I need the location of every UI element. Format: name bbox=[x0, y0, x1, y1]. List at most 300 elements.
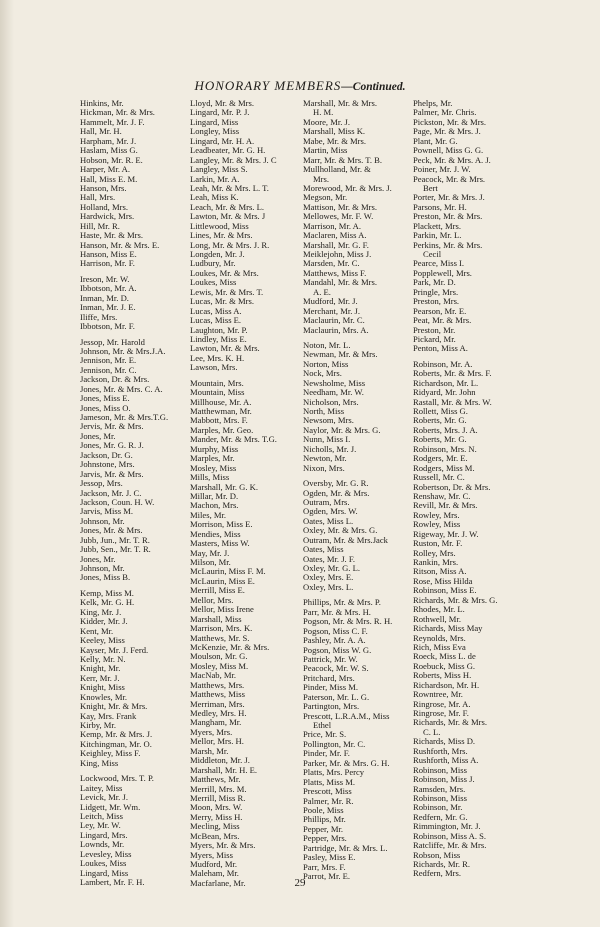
member-entry: Roberts, Mr. G. bbox=[413, 415, 467, 426]
member-entry: May, Mr. J. bbox=[190, 547, 230, 558]
member-entry: Porter, Mr. & Mrs. J. bbox=[413, 192, 485, 203]
member-entry: Littlewood, Miss bbox=[190, 220, 249, 231]
member-entry: Knowles, Mr. bbox=[80, 691, 128, 702]
member-entry: Rose, Miss Hilda bbox=[413, 575, 473, 586]
member-entry: Mander, Mr. & Mrs. T.G. bbox=[190, 434, 277, 445]
member-entry: Roberts, Mr. G. bbox=[413, 434, 467, 445]
member-entry: Pogson, Miss W. G. bbox=[303, 644, 372, 655]
member-entry: Robinson, Miss bbox=[413, 792, 467, 803]
member-entry: Laughton, Mr. P. bbox=[190, 324, 248, 335]
member-entry: C. L. bbox=[423, 726, 441, 737]
member-entry: Murphy, Miss bbox=[190, 443, 239, 454]
member-entry: Rigeway, Mr. J. W. bbox=[413, 528, 479, 539]
member-entry: Lingard, Miss bbox=[190, 116, 239, 127]
member-entry: Lidgett, Mr. Wm. bbox=[80, 801, 141, 812]
member-entry: Jubb, Sen., Mr. T. R. bbox=[80, 544, 151, 555]
member-entry: Kidder, Mr. J. bbox=[80, 616, 128, 627]
member-entry: Haste, Mr. & Mrs. bbox=[80, 230, 144, 241]
member-entry: Ridyard, Mr. John bbox=[413, 387, 476, 398]
page-number: 29 bbox=[294, 877, 306, 889]
member-entry: Rich, Miss Eva bbox=[413, 641, 466, 652]
member-entry: Ritson, Miss A. bbox=[413, 566, 467, 577]
member-entry: Lee, Mrs. K. H. bbox=[190, 352, 245, 363]
member-entry: Kelly, Mr. N. bbox=[80, 653, 126, 664]
member-entry: Jones, Mr. bbox=[80, 553, 116, 564]
member-entry: Lingard, Mr. P. J. bbox=[190, 107, 250, 118]
member-entry: Rowley, Mrs. bbox=[413, 509, 460, 520]
member-entry: Pickard, Mr. bbox=[413, 333, 456, 344]
name-column-4 bbox=[413, 99, 553, 879]
member-entry: Levesley, Miss bbox=[80, 848, 132, 859]
member-entry: Moulson, Mr. G. bbox=[190, 651, 248, 662]
member-entry: Poiner, Mr. J. W. bbox=[413, 164, 471, 175]
member-entry: Pearson, Mr. E. bbox=[413, 305, 467, 316]
member-entry: Jessop, Mr. Harold bbox=[80, 336, 145, 347]
member-entry: Ringrose, Mr. A. bbox=[413, 698, 471, 709]
member-entry: Mudford, Mr. bbox=[190, 859, 238, 869]
member-entry: Palmer, Mr. R. bbox=[303, 795, 354, 806]
member-entry: Millhouse, Mr. A. bbox=[190, 396, 252, 407]
member-entry: Marples, Mr. Geo. bbox=[190, 424, 254, 435]
member-entry: Oxley, Mrs. L. bbox=[303, 581, 354, 592]
member-entry: King, Miss bbox=[80, 757, 119, 768]
member-entry: Paterson, Mr. L. G. bbox=[303, 691, 370, 702]
member-entry: Kirby, Mr. bbox=[80, 720, 116, 730]
member-entry: Marsh, Mr. bbox=[190, 745, 229, 756]
member-entry: Myers, Mrs. bbox=[190, 726, 233, 737]
member-entry: Mountain, Miss bbox=[190, 387, 245, 398]
member-entry: Oxley, Mr. G. L. bbox=[303, 563, 360, 573]
member-entry: Reynolds, Mrs. bbox=[413, 632, 466, 643]
member-entry: Partington, Mrs. bbox=[303, 701, 360, 712]
member-entry: Rodgers, Mr. E. bbox=[413, 453, 468, 464]
member-entry: Marsden, Mr. C. bbox=[303, 258, 360, 269]
member-entry: Langley, Mr. & Mrs. J. C bbox=[190, 154, 277, 165]
member-entry: Jessop, Mrs. bbox=[80, 478, 123, 489]
member-entry: Masters, Miss W. bbox=[190, 538, 250, 549]
member-entry: Loukes, Miss bbox=[190, 277, 237, 288]
member-entry: Redfern, Mr. G. bbox=[413, 811, 468, 822]
member-entry: Mendies, Miss bbox=[190, 528, 241, 539]
member-entry: Lingard, Mrs. bbox=[80, 829, 128, 840]
member-entry: Jameson, Mr. & Mrs.T.G. bbox=[80, 412, 169, 422]
member-entry: Pepper, Mr. bbox=[303, 823, 343, 834]
member-entry: Merrill, Mrs. M. bbox=[190, 783, 247, 794]
member-entry: Lambert, Mr. F. H. bbox=[80, 877, 145, 887]
member-entry: Oversby, Mr. G. R. bbox=[303, 478, 369, 489]
member-entry: Merchant, Mr. J. bbox=[303, 305, 361, 316]
member-entry: Morrison, Miss E. bbox=[190, 519, 253, 530]
member-entry: Mangham, Mr. bbox=[190, 717, 242, 728]
member-entry: Bert bbox=[423, 182, 438, 193]
member-entry: Mrs. bbox=[313, 173, 329, 184]
member-entry: Jarvis, Mr. & Mrs. bbox=[80, 468, 144, 479]
member-entry: Rushforth, Miss A. bbox=[413, 755, 479, 766]
member-entry: Merry, Miss H. bbox=[190, 811, 243, 822]
member-entry: Richards, Miss D. bbox=[413, 736, 476, 747]
member-entry: Nicholls, Mr. J. bbox=[303, 443, 357, 454]
member-entry: Plant, Mr. G. bbox=[413, 135, 458, 146]
member-entry: Parsons, Mr. H. bbox=[413, 201, 467, 212]
member-entry: Ley, Mr. W. bbox=[80, 820, 121, 831]
member-entry: Knight, Miss bbox=[80, 682, 125, 693]
member-entry: Lucas, Miss E. bbox=[190, 315, 242, 326]
member-entry: H. M. bbox=[313, 107, 334, 118]
member-entry: Pownell, Miss G. G. bbox=[413, 145, 484, 156]
member-entry: Kayser, Mr. J. Ferd. bbox=[80, 644, 149, 655]
member-entry: Roberts, Mrs. J. A. bbox=[413, 424, 478, 435]
member-entry: MacNab, Mr. bbox=[190, 670, 237, 681]
member-entry: Harpham, Mr. J. bbox=[80, 135, 137, 146]
member-entry: Robinson, Miss E. bbox=[413, 585, 477, 596]
member-entry: Myers, Mr. & Mrs. bbox=[190, 840, 256, 851]
member-entry: Leah, Mr. & Mrs. L. T. bbox=[190, 182, 269, 193]
member-entry: Oxley, Mrs. E. bbox=[303, 572, 354, 583]
member-entry: Jarvis, Miss M. bbox=[80, 506, 134, 517]
member-entry: Hanson, Miss E. bbox=[80, 249, 137, 259]
member-entry: Marshall, Mr. & Mrs. bbox=[303, 98, 377, 108]
member-entry: Matthews, Mr. S. bbox=[190, 632, 250, 643]
member-entry: Richards, Mr. & Mrs. G. bbox=[413, 594, 498, 605]
member-entry: Pickston, Mr. & Mrs. bbox=[413, 116, 487, 127]
title-continued: —Continued. bbox=[341, 81, 406, 93]
member-entry: Hall, Mr. H. bbox=[80, 126, 122, 137]
member-entry: Merrill, Miss R. bbox=[190, 792, 246, 803]
member-entry: Hinkins, Mr. bbox=[80, 98, 124, 108]
member-entry: Keeley, Miss bbox=[80, 635, 125, 646]
member-entry: Revill, Mr. & Mrs. bbox=[413, 500, 478, 511]
member-entry: Leadbeater, Mr. G. H. bbox=[190, 145, 266, 156]
member-entry: Harrison, Mr. F. bbox=[80, 258, 135, 269]
member-entry: Marples, Mr. bbox=[190, 453, 235, 464]
member-entry: Marshall, Miss K. bbox=[303, 126, 366, 137]
member-entry: Mullholland, Mr. & bbox=[303, 164, 371, 175]
member-entry: Jones, Mr. & Mrs. C. A. bbox=[80, 383, 163, 394]
member-entry: Jubb, Jun., Mr. T. R. bbox=[80, 534, 150, 545]
member-entry: Poole, Miss bbox=[303, 804, 344, 815]
member-entry: Robinson, Miss bbox=[413, 764, 467, 775]
member-entry: Robinson, Mr. A. bbox=[413, 358, 473, 369]
title-text: HONORARY MEMBERS bbox=[194, 78, 342, 93]
member-entry: McLaurin, Miss E. bbox=[190, 575, 255, 586]
member-entry: Lines, Mr. & Mrs. bbox=[190, 230, 253, 241]
member-entry: Harper, Mr. A. bbox=[80, 164, 131, 175]
member-entry: Leah, Miss K. bbox=[190, 192, 239, 203]
member-entry: Rhodes, Mr. L. bbox=[413, 604, 465, 615]
member-entry: Matthews, Mr. bbox=[190, 774, 241, 785]
member-entry: Prescott, Miss bbox=[303, 786, 352, 797]
member-entry: Levick, Mr. J. bbox=[80, 792, 128, 803]
member-entry: Parr, Mrs. F. bbox=[303, 861, 346, 872]
member-entry: Mellor, Mrs. bbox=[190, 594, 234, 605]
member-entry: Ringrose, Mr. F. bbox=[413, 708, 469, 718]
member-entry: Jervis, Mr. & Mrs. bbox=[80, 421, 144, 432]
member-entry: Kent, Mr. bbox=[80, 625, 114, 636]
member-entry: North, Miss bbox=[303, 406, 345, 416]
member-entry: Prescott, L.R.A.M., Miss bbox=[303, 710, 390, 721]
member-entry: Kemp, Miss M. bbox=[80, 587, 134, 598]
member-entry: A. E. bbox=[313, 286, 331, 297]
member-entry: Mosley, Miss M. bbox=[190, 660, 249, 671]
member-entry: Nicholson, Mrs. bbox=[303, 396, 359, 407]
member-entry: Maleham, Mr. bbox=[190, 868, 239, 879]
member-entry: Lewis, Mr. & Mrs. T. bbox=[190, 286, 264, 297]
member-entry: Hickman, Mr. & Mrs. bbox=[80, 107, 155, 118]
member-entry: Roberts, Miss H. bbox=[413, 670, 472, 681]
member-entry: Rastall, Mr. & Mrs. W. bbox=[413, 396, 492, 407]
member-entry: Peck, Mr. & Mrs. A. J. bbox=[413, 154, 491, 165]
member-entry: Pringle, Mrs. bbox=[413, 286, 459, 297]
member-entry: Mellowes, Mr. F. W. bbox=[303, 211, 374, 222]
member-entry: Myers, Miss bbox=[190, 849, 233, 860]
member-entry: Mabe, Mr. & Mrs. bbox=[303, 135, 367, 146]
member-entry: Middleton, Mr. J. bbox=[190, 755, 250, 766]
member-entry: Leitch, Miss bbox=[80, 810, 123, 821]
member-entry: Johnson, Mr. bbox=[80, 515, 125, 526]
member-entry: McLaurin, Miss F. M. bbox=[190, 566, 266, 577]
member-entry: Pasley, Miss E. bbox=[303, 852, 356, 863]
member-entry: Pritchard, Mrs. bbox=[303, 672, 355, 683]
member-entry: Peacock, Mr. W. S. bbox=[303, 663, 369, 674]
member-entry: Popplewell, Mrs. bbox=[413, 267, 472, 278]
member-entry: Longley, Miss bbox=[190, 126, 240, 137]
member-entry: Norton, Miss bbox=[303, 358, 349, 369]
member-entry: Mountain, Mrs. bbox=[190, 377, 244, 388]
member-entry: Renshaw, Mr. C. bbox=[413, 490, 471, 501]
member-entry: Roebuck, Miss G. bbox=[413, 660, 476, 671]
member-entry: McKenzie, Mr. & Mrs. bbox=[190, 641, 270, 652]
member-entry: Marr, Mr. & Mrs. T. B. bbox=[303, 154, 383, 165]
member-entry: Pollington, Mr. C. bbox=[303, 738, 366, 749]
member-entry: Jones, Mr. G. R. J. bbox=[80, 440, 144, 451]
member-entry: Lucas, Miss A. bbox=[190, 305, 242, 316]
member-entry: Rimmington, Mr. J. bbox=[413, 821, 481, 832]
member-entry: Russell, Mr. C. bbox=[413, 472, 465, 483]
member-entry: Loukes, Mr. & Mrs. bbox=[190, 267, 259, 278]
member-entry: Peacock, Mr. & Mrs. bbox=[413, 173, 486, 184]
member-entry: Jones, Miss O. bbox=[80, 402, 131, 413]
member-entry: Ibbotson, Mr. F. bbox=[80, 321, 135, 332]
member-entry: Martin, Miss bbox=[303, 145, 348, 156]
member-entry: McBean, Mrs. bbox=[190, 830, 240, 841]
member-entry: Robson, Miss bbox=[413, 849, 461, 860]
member-entry: Hill, Mr. R. bbox=[80, 220, 120, 231]
member-entry: Mandahl, Mr. & Mrs. bbox=[303, 277, 377, 288]
member-entry: Nunn, Miss I. bbox=[303, 434, 351, 445]
member-entry: Ruston, Mr. F. bbox=[413, 538, 463, 549]
member-entry: Kelk, Mr. G. H. bbox=[80, 597, 135, 608]
member-entry: Noton, Mr. L. bbox=[303, 339, 351, 350]
member-entry: Keighley, Miss F. bbox=[80, 748, 141, 759]
member-entry: Roeck, Miss L. de bbox=[413, 651, 476, 662]
member-entry: Megson, Mr. bbox=[303, 192, 348, 203]
member-entry: Merrill, Miss E. bbox=[190, 585, 245, 596]
member-entry: Longden, Mr. J. bbox=[190, 249, 245, 259]
member-entry: Jackson, Coun. H. W. bbox=[80, 496, 155, 507]
member-entry: Robinson, Mr. bbox=[413, 802, 463, 813]
member-entry: Oxley, Mr. & Mrs. G. bbox=[303, 525, 378, 536]
member-entry: Morewood, Mr. & Mrs. J. bbox=[303, 182, 392, 193]
member-entry: Hall, Miss E. M. bbox=[80, 173, 138, 184]
member-entry: Ogden, Mr. & Mrs. bbox=[303, 487, 370, 498]
member-entry: Plackett, Mrs. bbox=[413, 220, 461, 231]
member-entry: Milson, Mr. bbox=[190, 557, 231, 567]
member-entry: Moore, Mr. J. bbox=[303, 116, 351, 127]
member-entry: Lownds, Mr. bbox=[80, 839, 125, 850]
member-entry: Lindley, Miss E. bbox=[190, 333, 247, 344]
member-entry: Kitchingman, Mr. O. bbox=[80, 738, 152, 749]
member-entry: Phillips, Mr. & Mrs. P. bbox=[303, 597, 381, 608]
member-entry: Inman, Mr. D. bbox=[80, 292, 129, 303]
member-entry: Mellor, Miss Irene bbox=[190, 604, 254, 615]
member-entry: Oates, Miss L. bbox=[303, 515, 354, 526]
member-entry: Miles, Mr. bbox=[190, 509, 227, 520]
member-entry: Mabbott, Mrs. F. bbox=[190, 415, 248, 426]
member-entry: Richards, Miss May bbox=[413, 623, 483, 634]
member-entry: Meiklejohn, Miss J. bbox=[303, 249, 372, 259]
member-entry: Preston, Mr. bbox=[413, 324, 456, 335]
page-binding-shadow bbox=[0, 0, 14, 927]
member-entry: King, Mr. J. bbox=[80, 606, 122, 617]
member-entry: Price, Mr. S. bbox=[303, 729, 347, 740]
member-entry: Marshall, Mr. G. F. bbox=[303, 239, 369, 250]
member-entry: Jones, Mr. bbox=[80, 430, 116, 441]
member-entry: Johnson, Mr. & Mrs.J.A. bbox=[80, 345, 166, 356]
member-entry: Hammelt, Mr. J. F. bbox=[80, 116, 145, 127]
member-entry: Machon, Mrs. bbox=[190, 500, 239, 511]
member-entry: Maclaren, Miss A. bbox=[303, 230, 367, 241]
member-entry: Mattison, Mr. & Mrs. bbox=[303, 201, 378, 212]
member-entry: Platts, Miss M. bbox=[303, 776, 356, 787]
member-entry: Langley, Miss S. bbox=[190, 164, 248, 175]
member-entry: Mellor, Mrs. H. bbox=[190, 736, 244, 747]
member-entry: Nock, Mrs. bbox=[303, 368, 342, 379]
member-entry: Marrison, Mr. A. bbox=[303, 220, 362, 231]
member-entry: Jones, Mr. & Mrs. bbox=[80, 525, 143, 536]
page-title bbox=[0, 78, 600, 94]
member-entry: Needham, Mr. W. bbox=[303, 387, 364, 398]
member-entry: Rodgers, Miss M. bbox=[413, 462, 475, 473]
member-entry: Rolley, Mrs. bbox=[413, 547, 456, 558]
member-entry: Parr, Mr. & Mrs. H. bbox=[303, 606, 371, 617]
member-entry: Pogson, Mr. & Mrs. R. H. bbox=[303, 616, 393, 627]
member-entry: Pinder, Miss M. bbox=[303, 682, 359, 693]
member-entry: Iliffe, Mrs. bbox=[80, 311, 118, 322]
member-entry: Newman, Mr. & Mrs. bbox=[303, 349, 378, 360]
member-entry: Merriman, Mrs. bbox=[190, 698, 245, 709]
member-entry: Page, Mr. & Mrs. J. bbox=[413, 126, 481, 137]
member-entry: Johnson, Mr. bbox=[80, 563, 125, 573]
member-entry: Marshall, Miss bbox=[190, 613, 242, 624]
member-entry: Perkins, Mr. & Mrs. bbox=[413, 239, 483, 250]
member-entry: Rankin, Mrs. bbox=[413, 557, 459, 567]
member-entry: Johnstone, Mrs. bbox=[80, 459, 135, 470]
member-entry: Mills, Miss bbox=[190, 472, 230, 483]
member-entry: Robinson, Mrs. N. bbox=[413, 443, 477, 454]
member-entry: Ogden, Mrs. W. bbox=[303, 506, 358, 517]
member-entry: Pearce, Miss I. bbox=[413, 258, 465, 269]
member-entry: Ethel bbox=[313, 720, 332, 730]
member-entry: Peat, Mr. & Mrs. bbox=[413, 315, 472, 326]
member-entry: Pogson, Miss C. F. bbox=[303, 625, 368, 636]
member-entry: Robertson, Dr. & Mrs. bbox=[413, 481, 491, 492]
member-entry: Naylor, Mr. & Mrs. G. bbox=[303, 424, 381, 435]
member-entry: Matthews, Miss bbox=[190, 689, 245, 700]
member-entry: Inman, Mr. J. E. bbox=[80, 302, 136, 313]
member-entry: Jennison, Mr. C. bbox=[80, 364, 137, 375]
member-entry: Richards, Mr. R. bbox=[413, 859, 471, 869]
member-entry: Mosley, Miss bbox=[190, 462, 237, 473]
member-entry: Larkin, Mr. A. bbox=[190, 173, 240, 184]
member-entry: Hardwick, Mrs. bbox=[80, 211, 135, 222]
member-entry: Knight, Mr. bbox=[80, 663, 121, 674]
member-entry: Lawton, Mr. & Mrs. J bbox=[190, 211, 266, 222]
member-entry: Richardson, Mr. L. bbox=[413, 377, 479, 388]
member-entry: Cecil bbox=[423, 249, 442, 259]
member-entry: Long, Mr. & Mrs. J. R. bbox=[190, 239, 270, 250]
member-entry: Lucas, Mr. & Mrs. bbox=[190, 296, 254, 307]
member-entry: Parrot, Mr. E. bbox=[303, 871, 351, 881]
member-entry: Marshall, Mr. G. K. bbox=[190, 481, 259, 492]
member-entry: Newsom, Mrs. bbox=[303, 415, 354, 426]
member-entry: Moon, Mrs. W. bbox=[190, 802, 243, 813]
member-entry: Leach, Mr. & Mrs. L. bbox=[190, 201, 264, 212]
member-entry: Rothwell, Mr. bbox=[413, 613, 461, 624]
member-entry: Kay, Mrs. Frank bbox=[80, 710, 137, 721]
member-entry: Jennison, Mr. E. bbox=[80, 355, 137, 366]
member-entry: Hanson, Mr. & Mrs. E. bbox=[80, 239, 160, 250]
member-entry: Mudford, Mr. J. bbox=[303, 296, 358, 307]
member-entry: Jones, Miss B. bbox=[80, 572, 131, 583]
member-entry: Marshall, Mr. H. E. bbox=[190, 764, 258, 775]
member-entry: Jones, Miss E. bbox=[80, 393, 130, 404]
member-entry: Macfarlane, Mr. bbox=[190, 877, 246, 888]
member-entry: Lawton, Mr. & Mrs. bbox=[190, 343, 260, 354]
member-entry: Rowley, Miss bbox=[413, 519, 461, 530]
member-entry: Kerr, Mr. J. bbox=[80, 672, 120, 683]
member-entry: Rollett, Miss G. bbox=[413, 406, 468, 416]
member-entry: Knight, Mr. & Mrs. bbox=[80, 701, 148, 712]
member-entry: Nixon, Mrs. bbox=[303, 462, 345, 473]
member-entry: Lawson, Mrs. bbox=[190, 362, 238, 373]
member-entry: Lingard, Miss bbox=[80, 867, 129, 878]
member-entry: Ludbury, Mr. bbox=[190, 258, 236, 269]
member-entry: Robinson, Miss J. bbox=[413, 774, 475, 785]
member-entry: Pinder, Mr. F. bbox=[303, 748, 350, 759]
member-entry: Mecling, Miss bbox=[190, 821, 240, 832]
member-entry: Lloyd, Mr. & Mrs. bbox=[190, 98, 254, 108]
member-entry: Oates, Miss bbox=[303, 544, 344, 555]
member-entry: Ratcliffe, Mr. & Mrs. bbox=[413, 840, 487, 851]
member-entry: Hanson, Mrs. bbox=[80, 182, 127, 193]
member-entry: Platts, Mrs. Percy bbox=[303, 767, 365, 778]
member-entry: Outram, Mrs. bbox=[303, 496, 350, 507]
member-entry: Lockwood, Mrs. T. P. bbox=[80, 773, 154, 784]
member-entry: Ibbotson, Mr. A. bbox=[80, 283, 137, 294]
member-entry: Preston, Mr. & Mrs. bbox=[413, 211, 483, 222]
member-entry: Pattrick, Mr. W. bbox=[303, 653, 358, 664]
member-entry: Redfern, Mrs. bbox=[413, 868, 461, 879]
member-entry: Jackson, Mr. J. C. bbox=[80, 487, 142, 498]
member-entry: Loukes, Miss bbox=[80, 858, 127, 869]
member-entry: Ramsden, Mrs. bbox=[413, 783, 466, 794]
member-entry: Palmer, Mr. Chris. bbox=[413, 107, 477, 118]
member-entry: Parkin, Mr. L. bbox=[413, 230, 462, 241]
member-entry: Laitey, Miss bbox=[80, 782, 123, 793]
member-entry: Maclaurin, Mrs. A. bbox=[303, 324, 369, 335]
member-entry: Partridge, Mr. & Mrs. L. bbox=[303, 842, 388, 853]
member-entry: Hobson, Mr. R. E. bbox=[80, 154, 143, 165]
